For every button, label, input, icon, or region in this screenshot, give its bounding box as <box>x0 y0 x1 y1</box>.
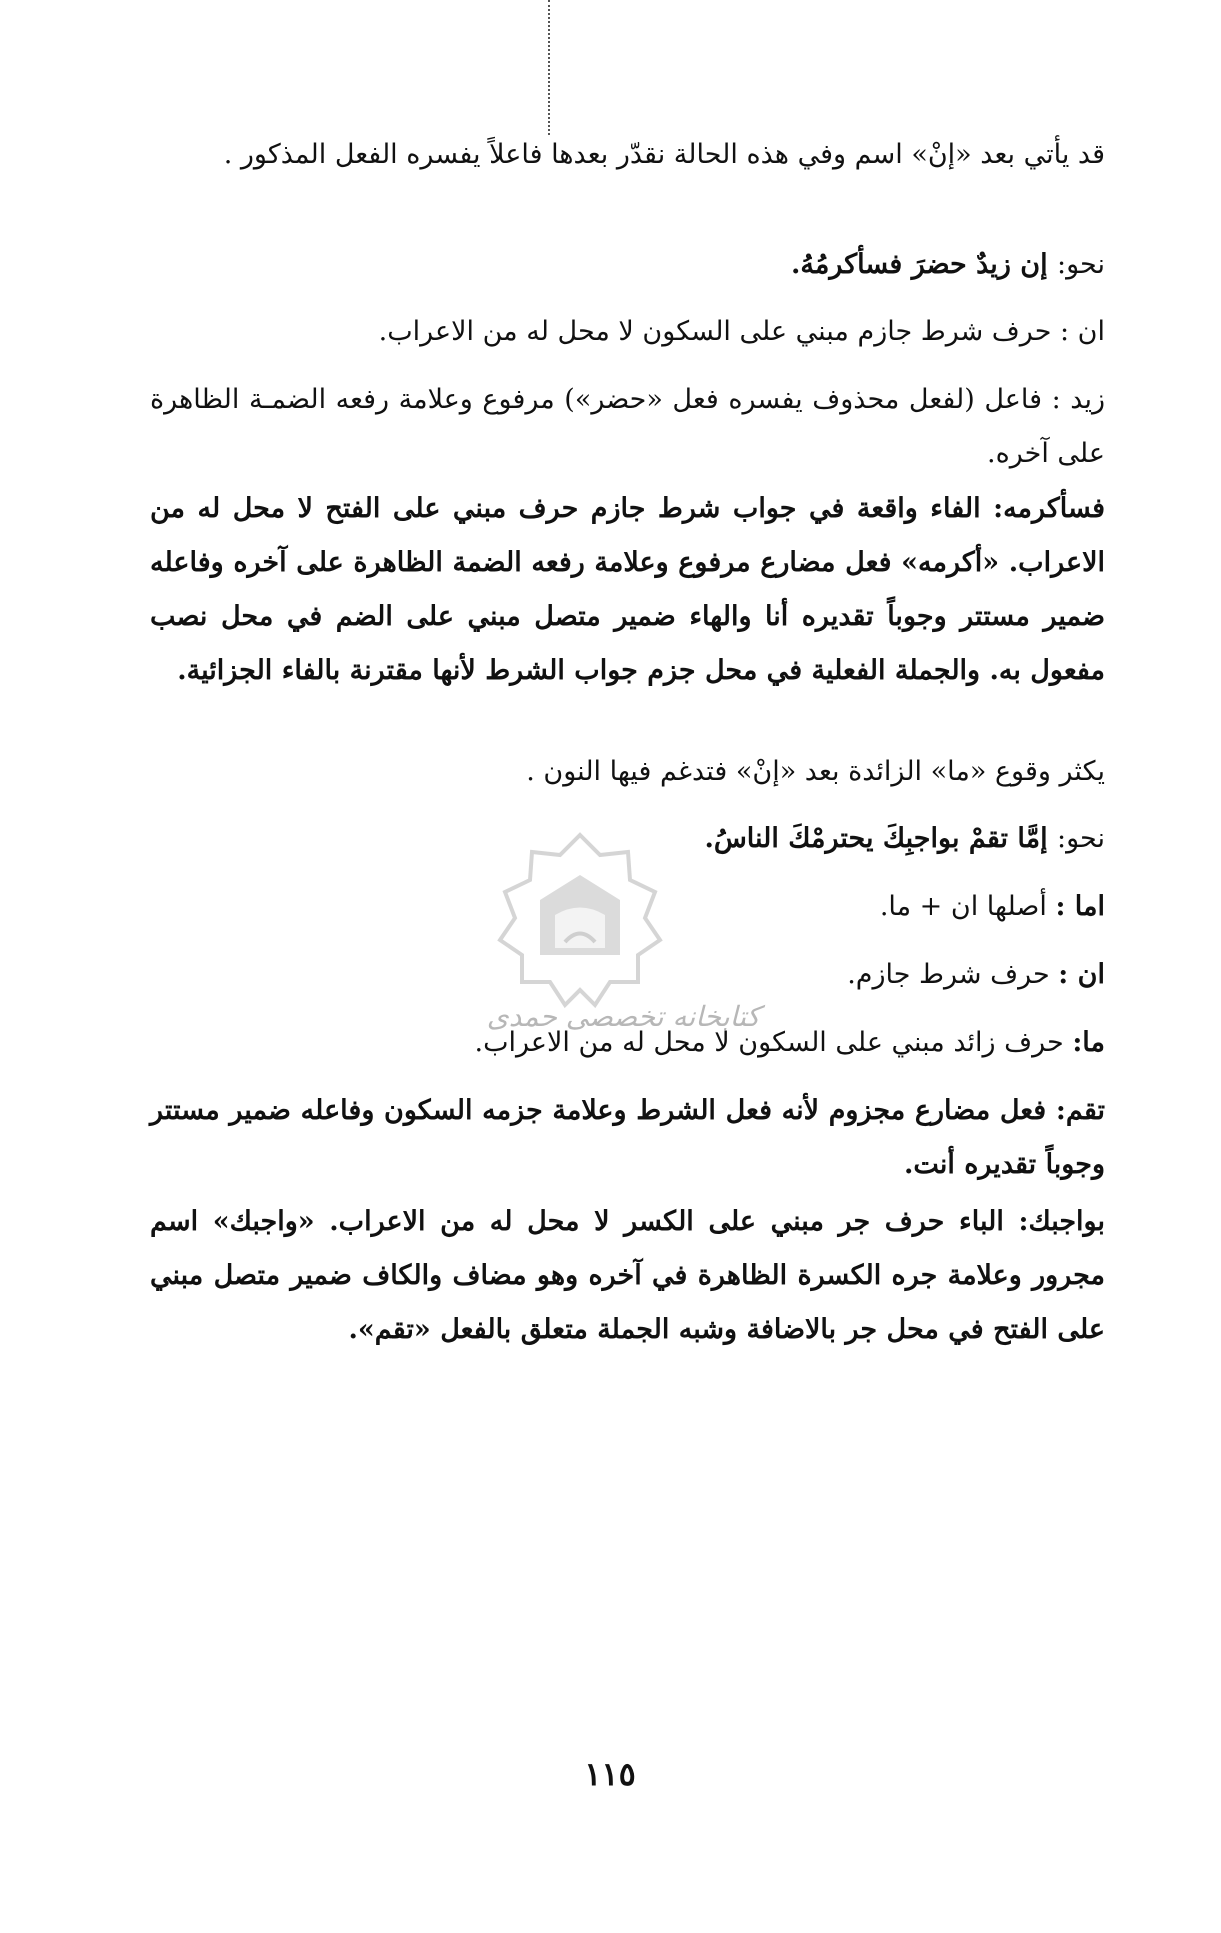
watermark-text: كتابخانه تخصصى حمدى <box>486 1000 760 1033</box>
paragraph-lead: تقم: <box>1055 1095 1105 1126</box>
paragraph-text: حرف زائد مبني على السكون لا محل له من الاعراب. <box>474 1027 1064 1058</box>
paragraph-text: الفاء واقعة في جواب شرط جازم حرف مبني على الفتح لا محل له من الاعراب. «أكرمه» فعل مضارع مرفوع وعلامة رفعه الضمة الظاهرة على آخره وفاعله ضمير مستتر وجوباً تقديره أنا والهاء ضمير متصل مبني على الضم في محل نصب مفعول به. والجملة الفعلية في محل جزم جواب الشرط لأنها مقترنة بالفاء الجزائية. <box>150 493 1105 686</box>
paragraph-example-1 <box>150 238 1105 292</box>
page-number: ١١٥ <box>584 1755 636 1793</box>
paragraph-lead: بواجبك: <box>1018 1206 1106 1237</box>
paragraph-text: الباء حرف جر مبني على الكسر لا محل له من الاعراب. «واجبك» اسم مجرور وعلامة جره الكسرة الظاهرة في آخره وهو مضاف والكاف ضمير متصل مبني على الفتح في محل جر بالاضافة وشبه الجملة متعلق بالفعل «تقم». <box>150 1206 1105 1345</box>
paragraph-lead: اما : <box>1055 891 1105 922</box>
paragraph-text: فاعل (لفعل محذوف يفسره فعل «حضر») مرفوع وعلامة رفعه الضمـة الظاهرة على آخره. <box>150 384 1105 469</box>
paragraph-intro <box>150 128 1105 182</box>
paragraph-biwajibika <box>150 1195 1105 1357</box>
paragraph-text: إن زيدٌ حضرَ فسأكرمُهُ. <box>791 249 1048 280</box>
paragraph-taqum <box>150 1084 1105 1192</box>
paragraph-zaid <box>150 373 1105 481</box>
paragraph-lead: ان : <box>1058 959 1105 990</box>
paragraph-text: حرف شرط جازم مبني على السكون لا محل له من الاعراب. <box>378 316 1052 347</box>
paragraph-text: إمَّا تقمْ بواجبِكَ يحترمْكَ الناسُ. <box>704 823 1048 854</box>
paragraph-text: أصلها ان + ما. <box>879 891 1047 922</box>
paragraph-text: قد يأتي بعد «إنْ» اسم وفي هذه الحالة نقدّر بعدها فاعلاً يفسره الفعل المذكور . <box>223 139 1105 170</box>
paragraph-ma-zaida <box>150 745 1105 799</box>
paragraph-in <box>150 305 1105 359</box>
paragraph-text: يكثر وقوع «ما» الزائدة بعد «إنْ» فتدغم فيها النون . <box>526 756 1105 787</box>
paragraph-lead: ما: <box>1072 1027 1105 1058</box>
paragraph-lead: زيد : <box>1051 384 1105 415</box>
paragraph-fasakrimuhu <box>150 482 1105 698</box>
paragraph-text: فعل مضارع مجزوم لأنه فعل الشرط وعلامة جزمه السكون وفاعله ضمير مستتر وجوباً تقديره أنت. <box>150 1095 1105 1180</box>
library-seal-watermark <box>470 830 690 1020</box>
paragraph-text: حرف شرط جازم. <box>847 959 1050 990</box>
binding-dotted-line <box>548 0 550 135</box>
paragraph-lead: نحو: <box>1057 249 1105 280</box>
paragraph-lead: فسأكرمه: <box>993 493 1105 524</box>
paragraph-lead: نحو: <box>1057 823 1105 854</box>
paragraph-lead: ان : <box>1059 316 1105 347</box>
